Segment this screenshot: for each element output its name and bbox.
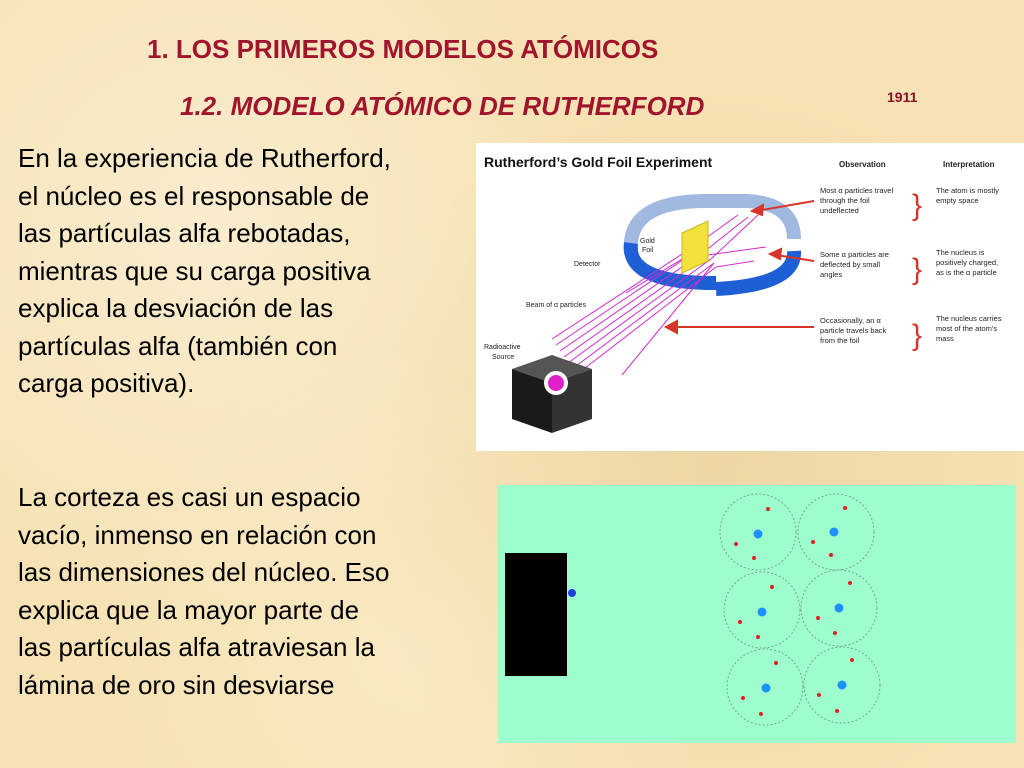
paragraph-nucleus: [18, 140, 478, 403]
interpretation-text: The nucleus carries: [936, 314, 1002, 323]
interpretation-text: The nucleus is: [936, 248, 985, 257]
source-label: Radioactive: [484, 344, 521, 351]
electron: [816, 616, 820, 620]
interpretation-text: empty space: [936, 196, 979, 205]
year-label: 1911: [887, 89, 918, 105]
interpretation-text: mass: [936, 334, 954, 343]
electron: [843, 506, 847, 510]
paragraph-cortex: [18, 479, 478, 704]
electron: [774, 661, 778, 665]
nucleus: [838, 681, 847, 690]
svg-text:}: }: [912, 319, 923, 352]
observation-text: Occasionally, an α: [820, 316, 881, 325]
electron: [770, 585, 774, 589]
nucleus: [830, 528, 839, 537]
alpha-beam: [552, 215, 766, 375]
observation-text: through the foil: [820, 196, 870, 205]
electron: [833, 631, 837, 635]
electron: [835, 709, 839, 713]
alpha-particle: [568, 589, 576, 597]
interpretation-text: as is the α particle: [936, 268, 997, 277]
observation-text: particle travels back: [820, 326, 887, 335]
electron: [741, 696, 745, 700]
paragraph-line: carga positiva).: [18, 368, 195, 398]
electron: [734, 542, 738, 546]
paragraph-line: explica que la mayor parte de: [18, 594, 360, 625]
electron: [766, 507, 770, 511]
slide-subtitle: 1.2. MODELO ATÓMICO DE RUTHERFORD: [180, 91, 705, 121]
electron: [829, 553, 833, 557]
svg-text:}: }: [912, 189, 923, 222]
interpretation-text: positively charged,: [936, 258, 999, 267]
gold-foil-label: Gold: [640, 238, 655, 245]
svg-text:}: }: [912, 253, 923, 286]
observation-text: undeflected: [820, 206, 859, 215]
interpretation-header: Interpretation: [943, 160, 995, 169]
radioactive-source: [512, 355, 592, 433]
paragraph-line: las partículas alfa rebotadas,: [18, 218, 351, 248]
detector-label: Detector: [574, 261, 601, 268]
electron: [848, 581, 852, 585]
paragraph-line: las partículas alfa atraviesan la: [18, 632, 375, 662]
electron: [738, 620, 742, 624]
paragraph-line: partículas alfa (también con: [18, 330, 338, 361]
observation-text: angles: [820, 270, 843, 279]
paragraph-line: las dimensiones del núcleo. Eso: [18, 557, 390, 587]
paragraph-line: el núcleo es el responsable de: [18, 180, 370, 211]
nucleus: [754, 530, 763, 539]
nucleus: [762, 684, 771, 693]
observation-text: deflected by small: [820, 260, 881, 269]
observation-text: from the foil: [820, 336, 860, 345]
source-label: Source: [492, 354, 515, 361]
nucleus: [758, 608, 767, 617]
electron: [811, 540, 815, 544]
alpha-emitter: [505, 553, 567, 676]
beam-label: Beam of α particles: [526, 302, 587, 309]
brace-icon: [912, 189, 922, 352]
paragraph-line: vacío, inmenso en relación con: [18, 519, 377, 550]
electron: [752, 556, 756, 560]
electron: [756, 635, 760, 639]
observation-text: Some α particles are: [820, 250, 889, 259]
observation-text: Most α particles travel: [820, 186, 894, 195]
atom-shells: [720, 494, 880, 725]
observation-header: Observation: [839, 160, 886, 169]
diagram-title: Rutherford’s Gold Foil Experiment: [484, 154, 713, 170]
electron: [850, 658, 854, 662]
paragraph-line: En la experiencia de Rutherford,: [18, 143, 391, 173]
gold-foil-label: Foil: [642, 247, 654, 254]
electron: [759, 712, 763, 716]
gold-foil: [682, 221, 708, 273]
paragraph-line: mientras que su carga positiva: [18, 255, 371, 286]
interpretation-text: most of the atom’s: [936, 324, 998, 333]
paragraph-line: lámina de oro sin desviarse: [18, 669, 335, 700]
atom-simulation: [498, 485, 1016, 743]
paragraph-line: La corteza es casi un espacio: [18, 482, 361, 512]
nucleus: [835, 604, 844, 613]
gold-foil-diagram: [476, 143, 1024, 451]
electron: [817, 693, 821, 697]
slide-title: 1. LOS PRIMEROS MODELOS ATÓMICOS: [147, 34, 659, 64]
interpretation-text: The atom is mostly: [936, 186, 999, 195]
paragraph-line: explica la desviación de las: [18, 293, 334, 323]
